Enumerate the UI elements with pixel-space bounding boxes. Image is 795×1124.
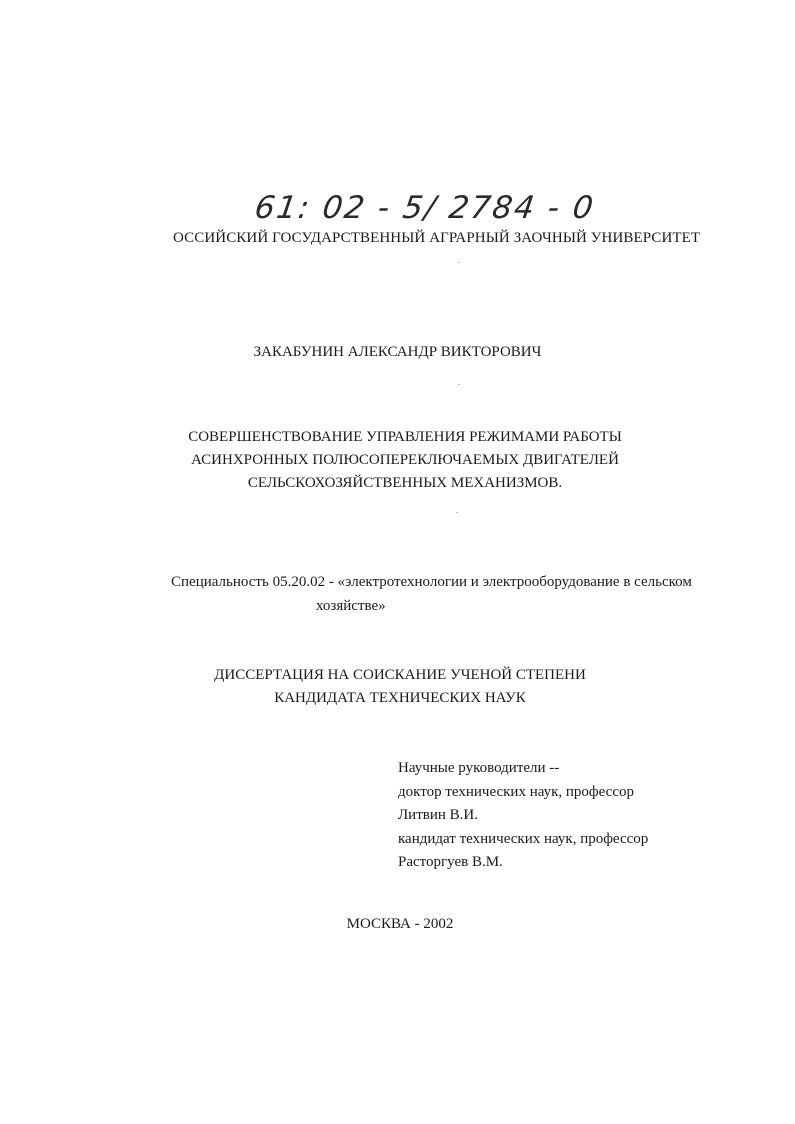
scan-speck [458,262,460,263]
scan-speck [456,512,458,513]
title-line: СОВЕРШЕНСТВОВАНИЕ УПРАВЛЕНИЯ РЕЖИМАМИ РАБОТЫ [188,429,622,445]
advisors-block [398,757,648,875]
title-line: СЕЛЬСКОХОЗЯЙСТВЕННЫХ МЕХАНИЗМОВ. [247,475,563,491]
specialty-line-1: Специальность 05.20.02 - «электротехнологии и электрооборудование в сельском [171,574,692,590]
degree-line: КАНДИДАТА ТЕХНИЧЕСКИХ НАУК [274,690,526,706]
city-year: МОСКВА - 2002 [346,916,454,932]
advisor-name: Расторгуев В.М. [398,854,503,871]
handwritten-archive-number: 61: 02 - 5/ 2784 - 0 [252,190,598,226]
author-name: ЗАКАБУНИН АЛЕКСАНДР ВИКТОРОВИЧ [253,344,542,360]
title-line: АСИНХРОННЫХ ПОЛЮСОПЕРЕКЛЮЧАЕМЫХ ДВИГАТЕЛЕЙ [191,452,619,468]
degree-line: ДИССЕРТАЦИЯ НА СОИСКАНИЕ УЧЕНОЙ СТЕПЕНИ [214,667,586,683]
advisor-degree: доктор технических наук, профессор [398,783,635,800]
specialty-line-2: хозяйстве» [316,598,386,614]
advisor-degree: кандидат технических наук, профессор [398,830,649,847]
dissertation-title [0,426,795,495]
degree-statement [0,664,795,710]
scan-speck [458,384,460,385]
advisor-name: Литвин В.И. [398,807,478,824]
university-name: ОССИЙСКИЙ ГОСУДАРСТВЕННЫЙ АГРАРНЫЙ ЗАОЧНЫЙ УНИВЕРСИТЕТ [173,230,701,246]
advisors-heading: Научные руководители -- [398,760,560,776]
